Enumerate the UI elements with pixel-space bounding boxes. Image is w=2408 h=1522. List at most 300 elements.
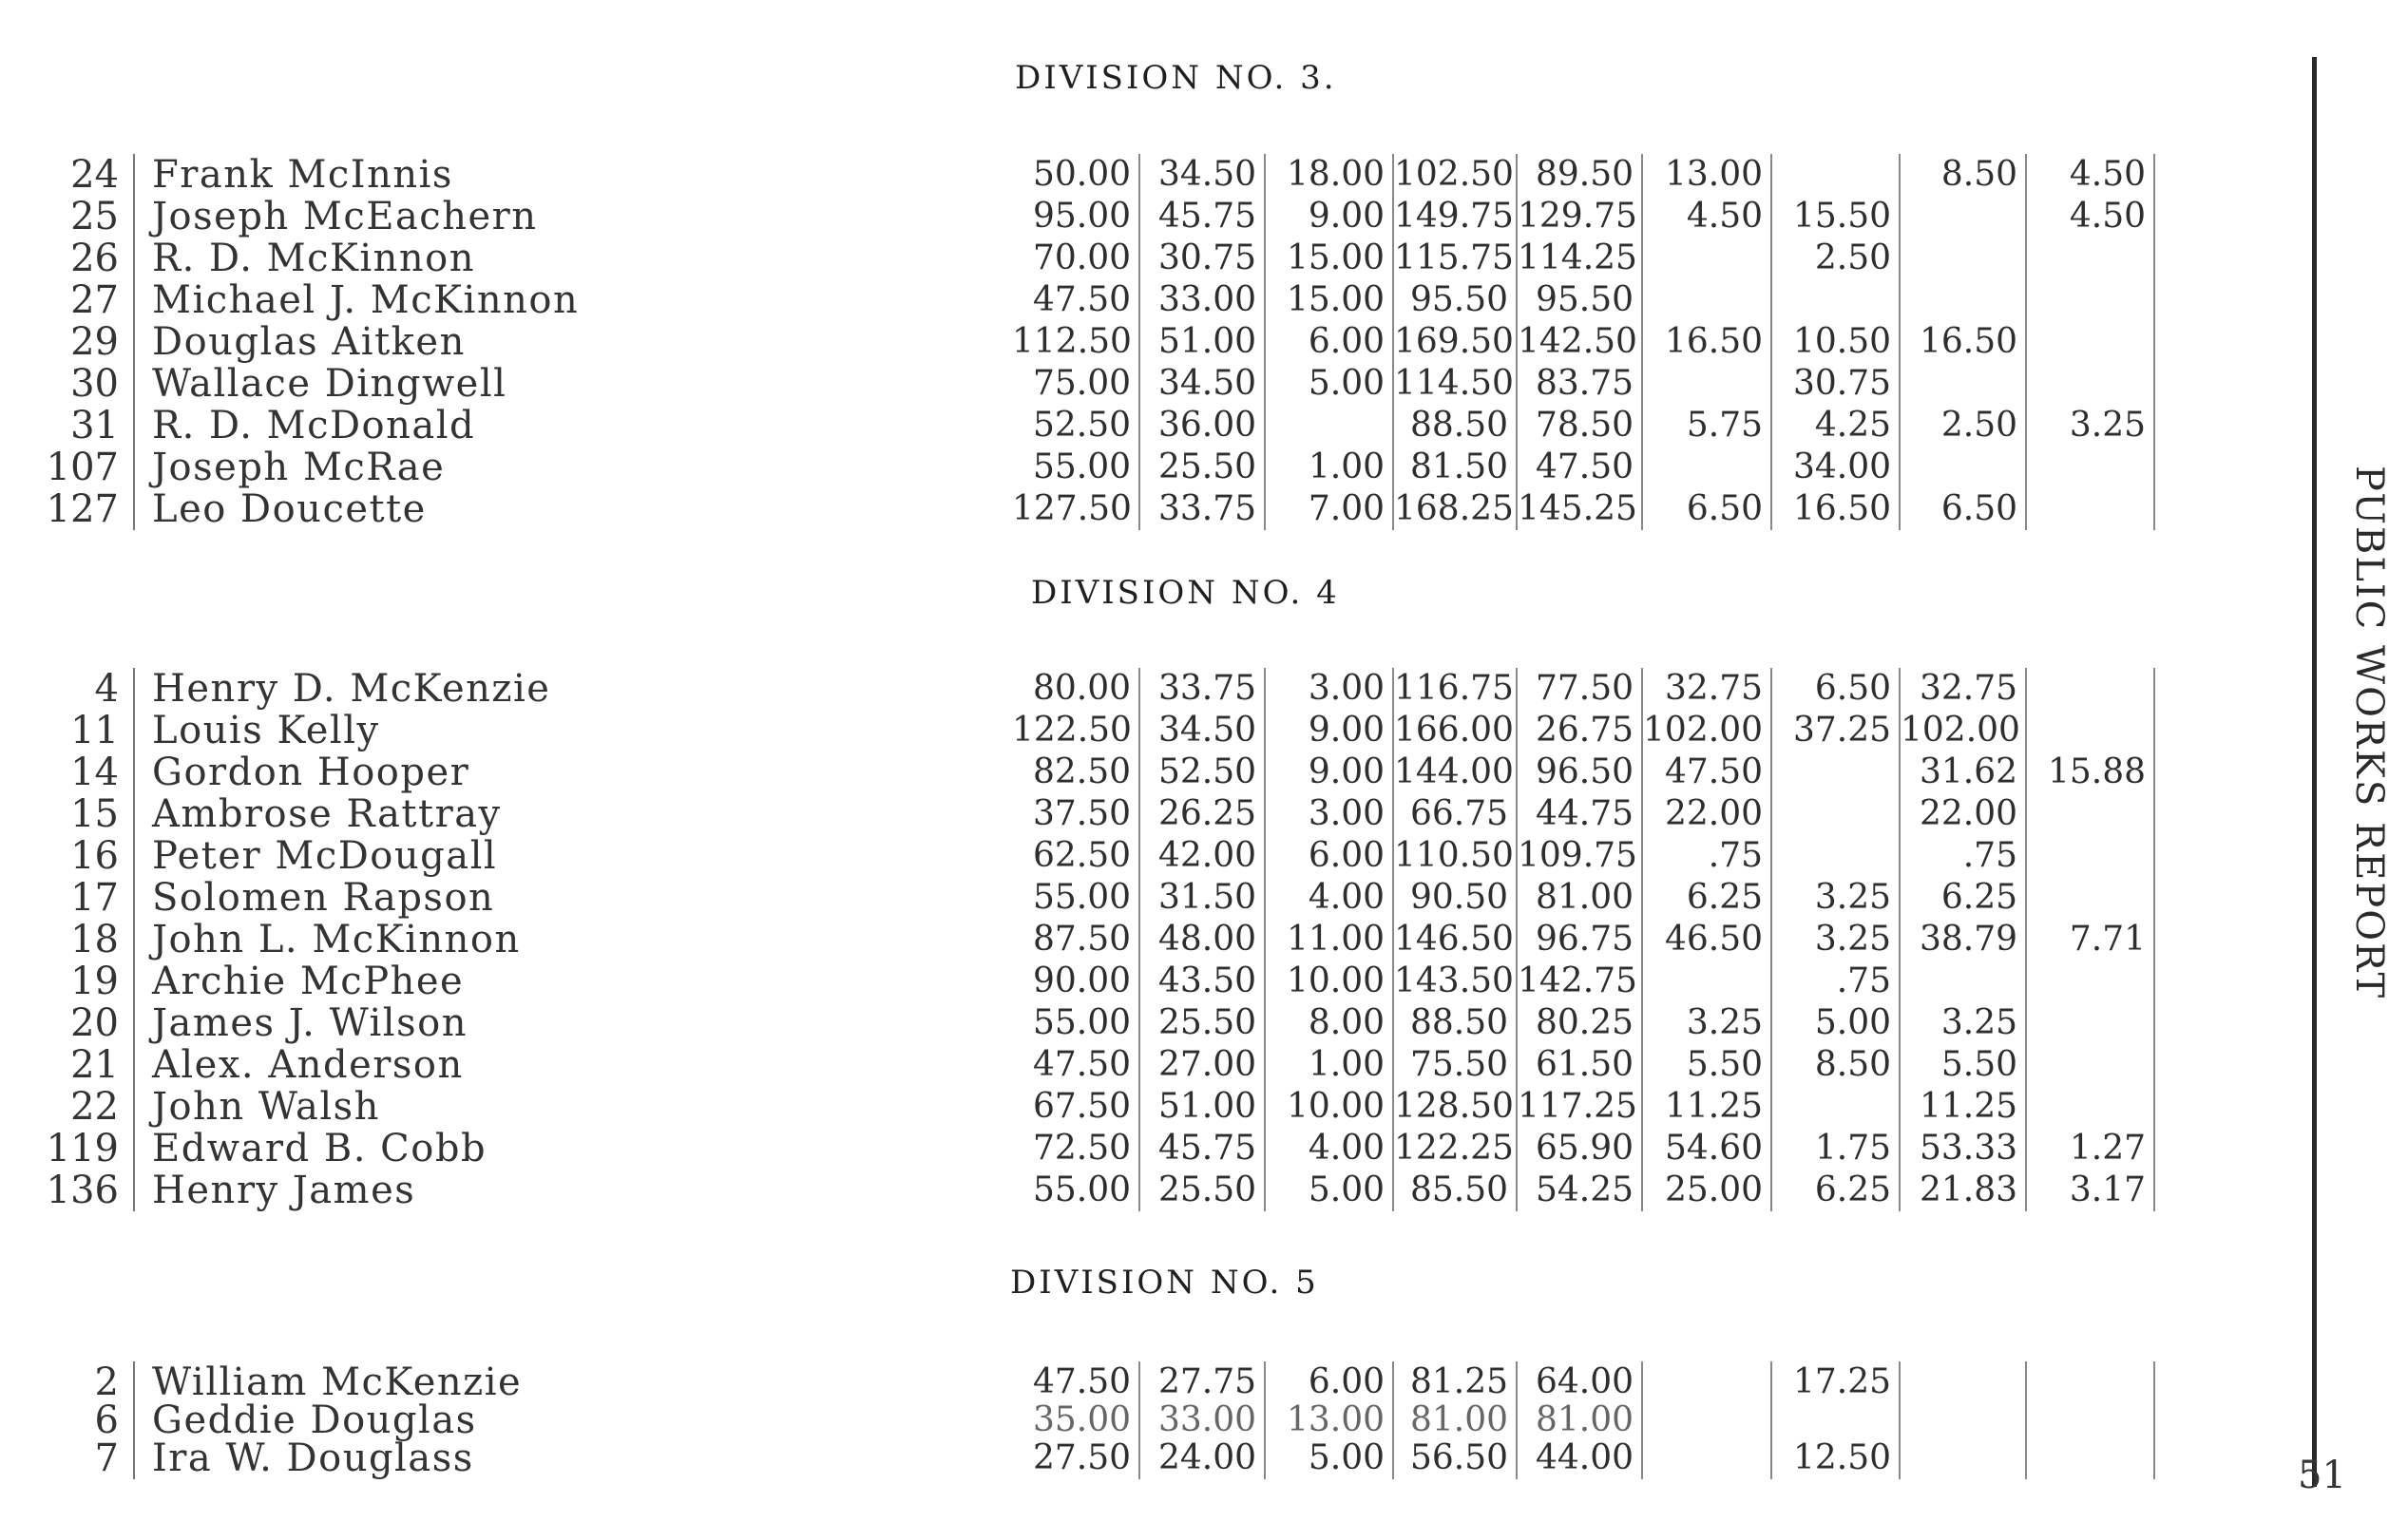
table-cell: 50.00 (1012, 154, 1140, 196)
row-number: 25 (70, 195, 119, 238)
table-cell (1643, 1399, 1772, 1441)
table-cell: 43.50 (1140, 961, 1266, 1002)
table-cell: 6.25 (1643, 877, 1772, 919)
table-row (0, 1361, 2408, 1403)
row-number: 107 (46, 446, 119, 489)
table-cell: 144.00 (1394, 751, 1518, 793)
table-cell: 1.27 (2027, 1128, 2155, 1170)
table-cell: 128.50 (1394, 1086, 1518, 1128)
table-cell: 95.50 (1518, 279, 1643, 321)
table-cell: 11.25 (1901, 1086, 2027, 1128)
table-cell: 8.50 (1772, 1044, 1901, 1086)
table-cell (2027, 1086, 2155, 1128)
table-cell: 81.25 (1394, 1361, 1518, 1403)
row-name: Douglas Aitken (133, 321, 466, 363)
table-cell: 52.50 (1140, 751, 1266, 793)
table-cell: 44.00 (1518, 1437, 1643, 1479)
table-cell: 31.62 (1901, 751, 2027, 793)
table-cell (2027, 321, 2155, 363)
table-cell: 32.75 (1901, 668, 2027, 710)
row-name: R. D. McDonald (133, 405, 475, 447)
table-cell: 96.50 (1518, 751, 1643, 793)
row-name: Michael J. McKinnon (133, 279, 579, 321)
table-cell: 42.00 (1140, 835, 1266, 877)
table-cell: 85.50 (1394, 1170, 1518, 1211)
row-name: Solomen Rapson (133, 877, 494, 919)
table-cell: 80.25 (1518, 1002, 1643, 1044)
table-row (0, 877, 2408, 919)
table-cell: 31.50 (1140, 877, 1266, 919)
table-cell: 5.00 (1266, 1170, 1394, 1211)
table-row (0, 961, 2408, 1002)
row-name: Leo Doucette (133, 488, 427, 530)
row-name: Henry James (133, 1170, 415, 1211)
row-number: 2 (94, 1360, 119, 1404)
table-cell: 22.00 (1901, 793, 2027, 835)
table-cell: 30.75 (1140, 238, 1266, 279)
table-cell (2027, 238, 2155, 279)
table-cell: 10.50 (1772, 321, 1901, 363)
table-cell (1901, 196, 2027, 238)
table-cell: 47.50 (1643, 751, 1772, 793)
table-cell: 9.00 (1266, 196, 1394, 238)
row-name: Geddie Douglas (133, 1399, 477, 1441)
table-row (0, 710, 2408, 751)
table-cell: 33.00 (1140, 1399, 1266, 1441)
table-cell: 48.00 (1140, 919, 1266, 961)
row-name: Archie McPhee (133, 961, 464, 1002)
table-cell: 90.50 (1394, 877, 1518, 919)
table-cell (1643, 279, 1772, 321)
table-cell: 37.25 (1772, 710, 1901, 751)
table-row (0, 196, 2408, 238)
table-cell: 5.00 (1772, 1002, 1901, 1044)
table-cell: 3.25 (2027, 405, 2155, 447)
row-number: 16 (70, 834, 119, 878)
table-cell: 1.00 (1266, 1044, 1394, 1086)
table-cell: .75 (1643, 835, 1772, 877)
table-cell: 47.50 (1012, 279, 1140, 321)
row-number: 29 (70, 320, 119, 364)
table-cell: 81.50 (1394, 447, 1518, 488)
table-cell: 10.00 (1266, 961, 1394, 1002)
division-3-heading: DIVISION NO. 3. (1015, 59, 1337, 97)
row-name: Louis Kelly (133, 710, 380, 751)
table-cell: 55.00 (1012, 1170, 1140, 1211)
table-cell: 146.50 (1394, 919, 1518, 961)
table-cell: 4.00 (1266, 1128, 1394, 1170)
table-row (0, 919, 2408, 961)
table-cell: 115.75 (1394, 238, 1518, 279)
table-cell: 6.50 (1643, 488, 1772, 530)
table-cell: 9.00 (1266, 710, 1394, 751)
row-number: 27 (70, 278, 119, 322)
table-cell: 15.88 (2027, 751, 2155, 793)
table-row (0, 1128, 2408, 1170)
row-name: Henry D. McKenzie (133, 668, 550, 710)
table-row (0, 1044, 2408, 1086)
table-cell: 9.00 (1266, 751, 1394, 793)
row-name: James J. Wilson (133, 1002, 468, 1044)
table-cell (2027, 1002, 2155, 1044)
table-cell: 15.00 (1266, 279, 1394, 321)
row-number: 21 (70, 1043, 119, 1087)
row-name: William McKenzie (133, 1361, 522, 1403)
table-cell (2027, 877, 2155, 919)
table-cell: 13.00 (1643, 154, 1772, 196)
table-cell (1643, 238, 1772, 279)
table-cell: 78.50 (1518, 405, 1643, 447)
side-title: PUBLIC WORKS REPORT (2347, 466, 2391, 1000)
table-cell (1772, 793, 1901, 835)
table-cell: 11.00 (1266, 919, 1394, 961)
row-number: 24 (70, 153, 119, 197)
table-row (0, 321, 2408, 363)
table-cell: 95.00 (1012, 196, 1140, 238)
table-cell: 6.50 (1772, 668, 1901, 710)
table-cell: 51.00 (1140, 321, 1266, 363)
table-cell: 72.50 (1012, 1128, 1140, 1170)
table-cell: 61.50 (1518, 1044, 1643, 1086)
table-cell: 16.50 (1772, 488, 1901, 530)
table-cell: 5.50 (1643, 1044, 1772, 1086)
table-cell: 3.17 (2027, 1170, 2155, 1211)
table-cell (2027, 1437, 2155, 1479)
table-cell: 46.50 (1643, 919, 1772, 961)
table-cell: 27.75 (1140, 1361, 1266, 1403)
row-number: 4 (94, 667, 119, 711)
table-cell: 62.50 (1012, 835, 1140, 877)
table-row (0, 751, 2408, 793)
table-cell (2027, 710, 2155, 751)
row-name: Frank McInnis (133, 154, 453, 196)
table-cell: 77.50 (1518, 668, 1643, 710)
table-cell: 70.00 (1012, 238, 1140, 279)
table-cell: 88.50 (1394, 405, 1518, 447)
table-cell: 4.00 (1266, 877, 1394, 919)
table-cell: 36.00 (1140, 405, 1266, 447)
table-cell: 5.75 (1643, 405, 1772, 447)
division-5-heading: DIVISION NO. 5 (1010, 1264, 1319, 1302)
table-cell: 4.50 (1643, 196, 1772, 238)
table-cell: 3.25 (1901, 1002, 2027, 1044)
table-cell: 65.90 (1518, 1128, 1643, 1170)
table-cell: 3.25 (1772, 877, 1901, 919)
table-cell: 75.50 (1394, 1044, 1518, 1086)
table-cell: 81.00 (1518, 877, 1643, 919)
table-cell: 149.75 (1394, 196, 1518, 238)
row-number: 7 (94, 1436, 119, 1480)
table-row (0, 793, 2408, 835)
table-cell: 38.79 (1901, 919, 2027, 961)
table-cell (1772, 751, 1901, 793)
table-cell: 129.75 (1518, 196, 1643, 238)
table-cell: 102.00 (1643, 710, 1772, 751)
row-number: 136 (46, 1169, 119, 1212)
table-cell: 5.50 (1901, 1044, 2027, 1086)
row-number: 119 (46, 1127, 119, 1170)
table-cell: 5.00 (1266, 363, 1394, 405)
table-cell: 8.00 (1266, 1002, 1394, 1044)
table-cell (2027, 961, 2155, 1002)
row-number: 14 (70, 751, 119, 794)
table-cell: 34.50 (1140, 363, 1266, 405)
table-cell: 54.60 (1643, 1128, 1772, 1170)
table-cell: 122.50 (1012, 710, 1140, 751)
table-cell: 1.75 (1772, 1128, 1901, 1170)
table-cell: 6.00 (1266, 1361, 1394, 1403)
right-margin-rule (2312, 57, 2317, 1487)
table-cell (1901, 1437, 2027, 1479)
table-cell: 114.25 (1518, 238, 1643, 279)
table-cell (2027, 363, 2155, 405)
table-cell: 45.75 (1140, 1128, 1266, 1170)
table-cell (1643, 961, 1772, 1002)
row-number: 26 (70, 237, 119, 280)
table-cell: 75.00 (1012, 363, 1140, 405)
table-cell: 67.50 (1012, 1086, 1140, 1128)
division-4-heading: DIVISION NO. 4 (1031, 574, 1340, 612)
row-name: Joseph McEachern (133, 196, 538, 238)
row-number: 22 (70, 1085, 119, 1129)
table-cell: 56.50 (1394, 1437, 1518, 1479)
table-cell: 142.50 (1518, 321, 1643, 363)
table-cell (2027, 1399, 2155, 1441)
table-cell: .75 (1772, 961, 1901, 1002)
table-row (0, 1002, 2408, 1044)
table-cell: 33.75 (1140, 668, 1266, 710)
table-cell (2027, 1044, 2155, 1086)
table-cell: 4.50 (2027, 196, 2155, 238)
table-cell: 6.25 (1901, 877, 2027, 919)
table-cell: 30.75 (1772, 363, 1901, 405)
table-cell: 81.00 (1518, 1399, 1643, 1441)
table-cell (1901, 1361, 2027, 1403)
table-cell (1901, 961, 2027, 1002)
table-cell: 37.50 (1012, 793, 1140, 835)
table-cell: 15.50 (1772, 196, 1901, 238)
table-cell: 2.50 (1901, 405, 2027, 447)
table-cell (2027, 793, 2155, 835)
table-cell: 27.00 (1140, 1044, 1266, 1086)
row-name: John Walsh (133, 1086, 380, 1128)
table-cell: 6.00 (1266, 835, 1394, 877)
table-cell: 142.75 (1518, 961, 1643, 1002)
table-cell: 53.33 (1901, 1128, 2027, 1170)
table-cell: 55.00 (1012, 1002, 1140, 1044)
row-name: Joseph McRae (133, 447, 445, 488)
table-cell (1266, 405, 1394, 447)
table-cell: 34.50 (1140, 710, 1266, 751)
table-row (0, 1437, 2408, 1479)
table-cell: 47.50 (1012, 1044, 1140, 1086)
table-cell: 102.50 (1394, 154, 1518, 196)
table-cell: 55.00 (1012, 447, 1140, 488)
table-cell: 25.50 (1140, 1170, 1266, 1211)
table-cell: 145.25 (1518, 488, 1643, 530)
table-cell (2027, 668, 2155, 710)
table-cell: 13.00 (1266, 1399, 1394, 1441)
table-cell: 25.50 (1140, 1002, 1266, 1044)
table-cell: 4.25 (1772, 405, 1901, 447)
table-cell: .75 (1901, 835, 2027, 877)
table-cell (1772, 1399, 1901, 1441)
table-cell: 1.00 (1266, 447, 1394, 488)
table-row (0, 668, 2408, 710)
table-cell: 55.00 (1012, 877, 1140, 919)
table-cell: 26.25 (1140, 793, 1266, 835)
row-name: John L. McKinnon (133, 919, 521, 961)
row-name: Wallace Dingwell (133, 363, 506, 405)
table-cell (2027, 279, 2155, 321)
table-cell: 143.50 (1394, 961, 1518, 1002)
table-cell: 17.25 (1772, 1361, 1901, 1403)
table-cell (1772, 279, 1901, 321)
row-number: 6 (94, 1398, 119, 1442)
row-number: 127 (46, 487, 119, 531)
table-cell: 112.50 (1012, 321, 1140, 363)
table-cell (1643, 363, 1772, 405)
table-row (0, 447, 2408, 488)
row-name: Ambrose Rattray (133, 793, 502, 835)
table-cell: 27.50 (1012, 1437, 1140, 1479)
row-number: 11 (70, 709, 119, 752)
table-cell: 5.00 (1266, 1437, 1394, 1479)
table-cell: 127.50 (1012, 488, 1140, 530)
table-cell: 22.00 (1643, 793, 1772, 835)
table-cell: 88.50 (1394, 1002, 1518, 1044)
table-cell: 32.75 (1643, 668, 1772, 710)
table-cell: 47.50 (1012, 1361, 1140, 1403)
table-cell: 6.00 (1266, 321, 1394, 363)
table-cell: 16.50 (1901, 321, 2027, 363)
table-cell: 64.00 (1518, 1361, 1643, 1403)
table-cell: 45.75 (1140, 196, 1266, 238)
table-cell: 122.25 (1394, 1128, 1518, 1170)
table-cell (1772, 835, 1901, 877)
table-cell: 34.00 (1772, 447, 1901, 488)
table-cell: 89.50 (1518, 154, 1643, 196)
table-cell: 8.50 (1901, 154, 2027, 196)
table-cell: 3.25 (1643, 1002, 1772, 1044)
table-cell: 114.50 (1394, 363, 1518, 405)
table-cell (2027, 1361, 2155, 1403)
table-cell: 51.00 (1140, 1086, 1266, 1128)
row-number: 20 (70, 1001, 119, 1045)
table-cell: 52.50 (1012, 405, 1140, 447)
table-cell: 95.50 (1394, 279, 1518, 321)
table-cell (2027, 488, 2155, 530)
table-cell (2027, 447, 2155, 488)
table-cell: 21.83 (1901, 1170, 2027, 1211)
table-cell: 16.50 (1643, 321, 1772, 363)
table-cell: 87.50 (1012, 919, 1140, 961)
table-cell: 96.75 (1518, 919, 1643, 961)
table-row (0, 1399, 2408, 1441)
table-cell: 6.25 (1772, 1170, 1901, 1211)
row-number: 31 (70, 404, 119, 447)
row-number: 18 (70, 918, 119, 961)
table-cell: 54.25 (1518, 1170, 1643, 1211)
table-cell: 117.25 (1518, 1086, 1643, 1128)
table-cell: 12.50 (1772, 1437, 1901, 1479)
table-cell: 26.75 (1518, 710, 1643, 751)
table-cell (1901, 447, 2027, 488)
table-cell: 11.25 (1643, 1086, 1772, 1128)
row-name: Peter McDougall (133, 835, 497, 877)
table-cell: 34.50 (1140, 154, 1266, 196)
table-cell: 35.00 (1012, 1399, 1140, 1441)
table-cell: 109.75 (1518, 835, 1643, 877)
row-number: 30 (70, 362, 119, 406)
row-number: 19 (70, 960, 119, 1003)
row-name: Gordon Hooper (133, 751, 469, 793)
table-cell (1643, 1437, 1772, 1479)
table-cell: 110.50 (1394, 835, 1518, 877)
table-cell: 3.25 (1772, 919, 1901, 961)
table-cell (1901, 1399, 2027, 1441)
table-row (0, 1086, 2408, 1128)
table-cell (1901, 238, 2027, 279)
table-row (0, 405, 2408, 447)
table-cell: 3.00 (1266, 668, 1394, 710)
table-cell: 102.00 (1901, 710, 2027, 751)
table-row (0, 154, 2408, 196)
table-cell (1772, 154, 1901, 196)
table-cell (1643, 1361, 1772, 1403)
table-row (0, 488, 2408, 530)
table-cell: 83.75 (1518, 363, 1643, 405)
table-cell (2027, 835, 2155, 877)
table-row (0, 238, 2408, 279)
table-cell: 25.00 (1643, 1170, 1772, 1211)
table-cell (1772, 1086, 1901, 1128)
table-cell: 6.50 (1901, 488, 2027, 530)
table-cell: 47.50 (1518, 447, 1643, 488)
table-cell (1901, 363, 2027, 405)
table-cell: 24.00 (1140, 1437, 1266, 1479)
table-row (0, 835, 2408, 877)
table-cell: 168.25 (1394, 488, 1518, 530)
row-number: 15 (70, 792, 119, 836)
table-cell: 33.75 (1140, 488, 1266, 530)
table-cell (1643, 447, 1772, 488)
table-row (0, 1170, 2408, 1211)
table-cell: 81.00 (1394, 1399, 1518, 1441)
table-cell: 90.00 (1012, 961, 1140, 1002)
table-cell (1901, 279, 2027, 321)
table-cell: 3.00 (1266, 793, 1394, 835)
table-cell: 33.00 (1140, 279, 1266, 321)
table-cell: 80.00 (1012, 668, 1140, 710)
table-cell: 82.50 (1012, 751, 1140, 793)
page-number: 51 (2298, 1454, 2346, 1497)
table-row (0, 363, 2408, 405)
table-cell: 2.50 (1772, 238, 1901, 279)
table-cell: 66.75 (1394, 793, 1518, 835)
table-cell: 7.71 (2027, 919, 2155, 961)
table-row (0, 279, 2408, 321)
table-cell: 10.00 (1266, 1086, 1394, 1128)
row-name: Edward B. Cobb (133, 1128, 487, 1170)
row-number: 17 (70, 876, 119, 920)
table-cell: 18.00 (1266, 154, 1394, 196)
table-cell: 116.75 (1394, 668, 1518, 710)
table-cell: 44.75 (1518, 793, 1643, 835)
table-cell: 15.00 (1266, 238, 1394, 279)
table-cell: 166.00 (1394, 710, 1518, 751)
row-name: R. D. McKinnon (133, 238, 475, 279)
